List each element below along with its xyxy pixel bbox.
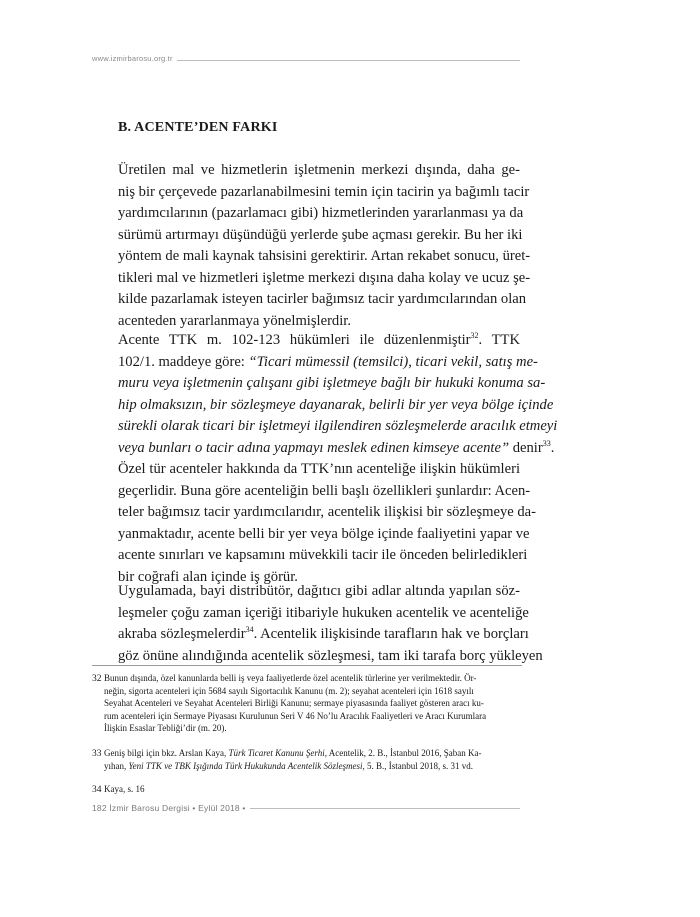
footnote-number: 34 [92,785,102,795]
text-line: Üretilen mal ve hizmetlerin işletmenin merkezi dışında, daha ge- [118,162,520,178]
text-line: bir coğrafi alan içinde iş görür. [118,568,298,585]
footnote-line: İlişkin Esaslar Tebliği’dir (m. 20). [104,723,227,734]
footnote-number: 32 [92,674,102,684]
text-line: geçerlidir. Buna göre acenteliğin belli başlı özellikleri şunlardır: Acen- [118,482,531,499]
footnote-line: 32 Bunun dışında, özel kanunlarda belli iş veya faaliyetlerde özel acentelik türlerine yer verilmektedir. Ör- [92,673,477,684]
footnote-line: rum acenteleri için Sermaye Piyasası Kurulunun Seri V 46 No’lu Aracılık Faaliyetleri ve Aracı Kurumlara [104,710,487,721]
footnote-line: neğin, sigorta acenteleri için 5684 sayılı Sigortacılık Kanunu (m. 2); seyahat acenteleri için 1618 sayılı [104,685,474,696]
text-line: acenteden yararlanmaya yönelmişlerdir. [118,312,351,329]
footnote-32 [92,672,520,735]
text-line: leşmeler çoğu zaman içeriği itibariyle hukuken acentelik ve acenteliğe [118,604,529,621]
text-line: sürümü artırmayı düşündüğü yerlerde şube açması gerekir. Bu her iki [118,226,523,243]
text-line: tikleri mal ve hizmetleri işletme merkezi dışına daha kolay ve ucuz şe- [118,269,531,286]
footer-text: 182 İzmir Barosu Dergisi • Eylül 2018 • [92,801,250,815]
paragraph-1 [118,160,531,332]
header-url: www.izmirbarosu.org.tr [92,52,177,66]
text-line: Uygulamada, bayi distribütör, dağıtıcı gibi adlar altında yapılan söz- [118,583,520,599]
text-line: niş bir çerçevede pazarlanabilmesini temin için tacirin ya bağımlı tacir [118,183,530,200]
section-heading: B. ACENTE’DEN FARKI [118,120,278,135]
text-line: sürekli olarak ticari bir işletmeyi ilgilendiren sözleşmelerde aracılık etmeyi [118,418,558,434]
text-line: veya bunları o tacir adına yapmayı meslek edinen kimseye acente” denir$^{33}$. [118,438,555,456]
text-line: akraba sözleşmelerdir$^{34}$. Acentelik ilişkisinde tarafların hak ve borçları [118,625,529,642]
paragraph-2 [118,330,558,588]
footnote-number: 33 [92,749,102,759]
footnote-divider [92,665,522,666]
text-line: Özel tür acenteler hakkında da TTK’nın acenteliğe ilişkin hükümleri [118,461,520,477]
text-line: teler bağımsız tacir yardımcılarıdır, acentelik ilişkisi bir sözleşmeye da- [118,504,537,520]
text-line: yanmaktadır, acente belli bir yer veya bölge içinde faaliyetini yapar ve [118,525,530,542]
text-line: yardımcılarının (pazarlamacı gibi) hizmetlerinden yararlanması ya da [118,205,524,221]
text-line: göz önüne alındığında acentelik sözleşmesi, tam iki tarafa borç yükleyen [118,647,543,664]
footnote-34 [92,783,520,796]
footnote-line: Seyahat Acenteleri ve Seyahat Acenteleri Birliği Kanunu; sermaye piyasasında faaliyet gösteren aracı ku- [104,698,484,709]
text-line: 102/1. maddeye göre: “Ticari mümessil (temsilci), ticari vekil, satış me- [118,353,538,370]
text-line: yöntem de mali kaynak tahsisini gerektirir. Artan rekabet sonucu, üret- [118,248,531,264]
footnote-line: yıhan, Yeni TTK ve TBK Işığında Türk Hukukunda Acentelik Sözleşmesi, 5. B., İstanbul 2018, s. 31 vd. [104,760,474,771]
page-header [92,52,520,66]
paragraph-3 [118,581,543,667]
text-line: hip olmaksızın, bir sözleşmeye dayanarak, belirli bir yer veya bölge içinde [118,396,554,413]
page-footer [92,801,520,815]
footnote-line: 34 Kaya, s. 16 [92,784,145,795]
text-line: kilde pazarlamak isteyen tacirler bağımsız tacir yardımcılarından olan [118,291,527,307]
text-line: Acente TTK m. 102-123 hükümleri ile düzenlenmiştir$^{32}$. TTK [118,331,520,348]
footnote-line: 33 Geniş bilgi için bkz. Arslan Kaya, Türk Ticaret Kanunu Şerhi, Acentelik, 2. B., İstanbul 2016, Şaban Ka- [92,748,482,759]
text-line: acente sınırları ve kapsamını müvekkili tacir ile önceden belirledikleri [118,547,528,563]
footnote-33 [92,747,520,772]
text-line: muru veya işletmenin çalışanı gibi işletmeye bağlı bir hukuki konuma sa- [118,375,546,391]
